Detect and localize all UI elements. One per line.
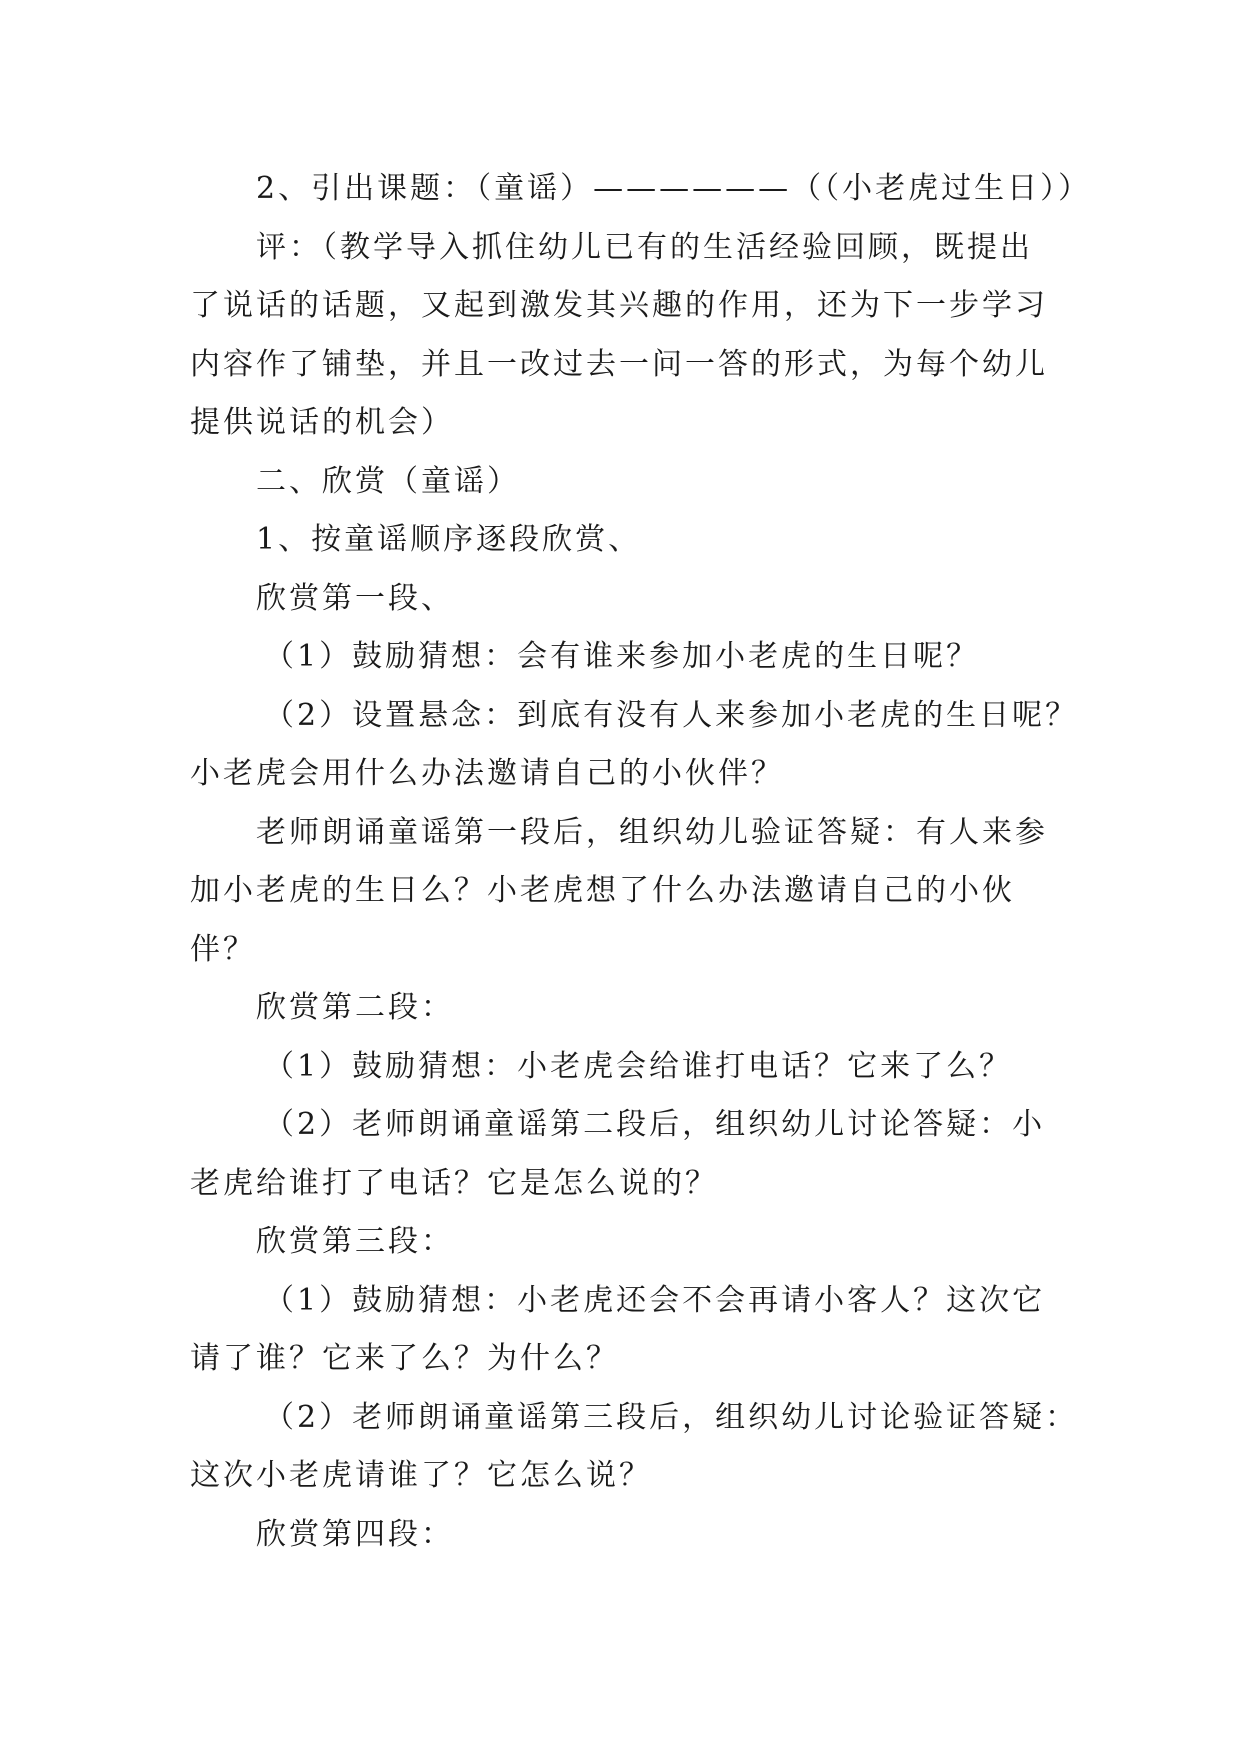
text-line: 2、引出课题：（童谣）——————（（小老虎过生日）） xyxy=(256,171,1092,206)
text-line: 伴？ xyxy=(190,931,256,967)
text-line: 1、按童谣顺序逐段欣赏、 xyxy=(256,522,642,557)
document-page xyxy=(190,160,1092,1564)
text-line: （1）鼓励猜想：小老虎会给谁打电话？它来了么？ xyxy=(264,1048,1013,1084)
section-heading: 二、欣赏（童谣） xyxy=(256,463,520,499)
text-line: 小老虎会用什么办法邀请自己的小伙伴？ xyxy=(190,756,784,791)
text-line: 了说话的话题，又起到激发其兴趣的作用，还为下一步学习 xyxy=(190,288,1048,323)
subsection-heading: 欣赏第四段： xyxy=(256,1516,454,1552)
text-line: 老师朗诵童谣第一段后，组织幼儿验证答疑：有人来参 xyxy=(256,814,1048,850)
text-line: 评：（教学导入抓住幼儿已有的生活经验回顾，既提出 xyxy=(256,229,1033,265)
text-line: （2）设置悬念：到底有没有人来参加小老虎的生日呢？ xyxy=(264,697,1079,733)
text-line: 请了谁？它来了么？为什么？ xyxy=(190,1341,619,1376)
subsection-heading: 欣赏第三段： xyxy=(256,1224,454,1259)
text-line: 加小老虎的生日么？小老虎想了什么办法邀请自己的小伙 xyxy=(190,873,1015,908)
subsection-heading: 欣赏第二段： xyxy=(256,990,454,1025)
text-line: 这次小老虎请谁了？它怎么说？ xyxy=(190,1458,652,1493)
text-line: 提供说话的机会） xyxy=(190,405,454,440)
text-line: 内容作了铺垫，并且一改过去一问一答的形式，为每个幼儿 xyxy=(190,346,1048,382)
text-line: （2）老师朗诵童谣第三段后，组织幼儿讨论验证答疑： xyxy=(264,1399,1079,1435)
text-line: （1）鼓励猜想：小老虎还会不会再请小客人？这次它 xyxy=(264,1282,1046,1318)
text-line: 老虎给谁打了电话？它是怎么说的？ xyxy=(190,1165,718,1201)
text-line: （1）鼓励猜想：会有谁来参加小老虎的生日呢？ xyxy=(264,639,980,674)
subsection-heading: 欣赏第一段、 xyxy=(256,580,454,616)
text-line: （2）老师朗诵童谣第二段后，组织幼儿讨论答疑：小 xyxy=(264,1107,1046,1142)
